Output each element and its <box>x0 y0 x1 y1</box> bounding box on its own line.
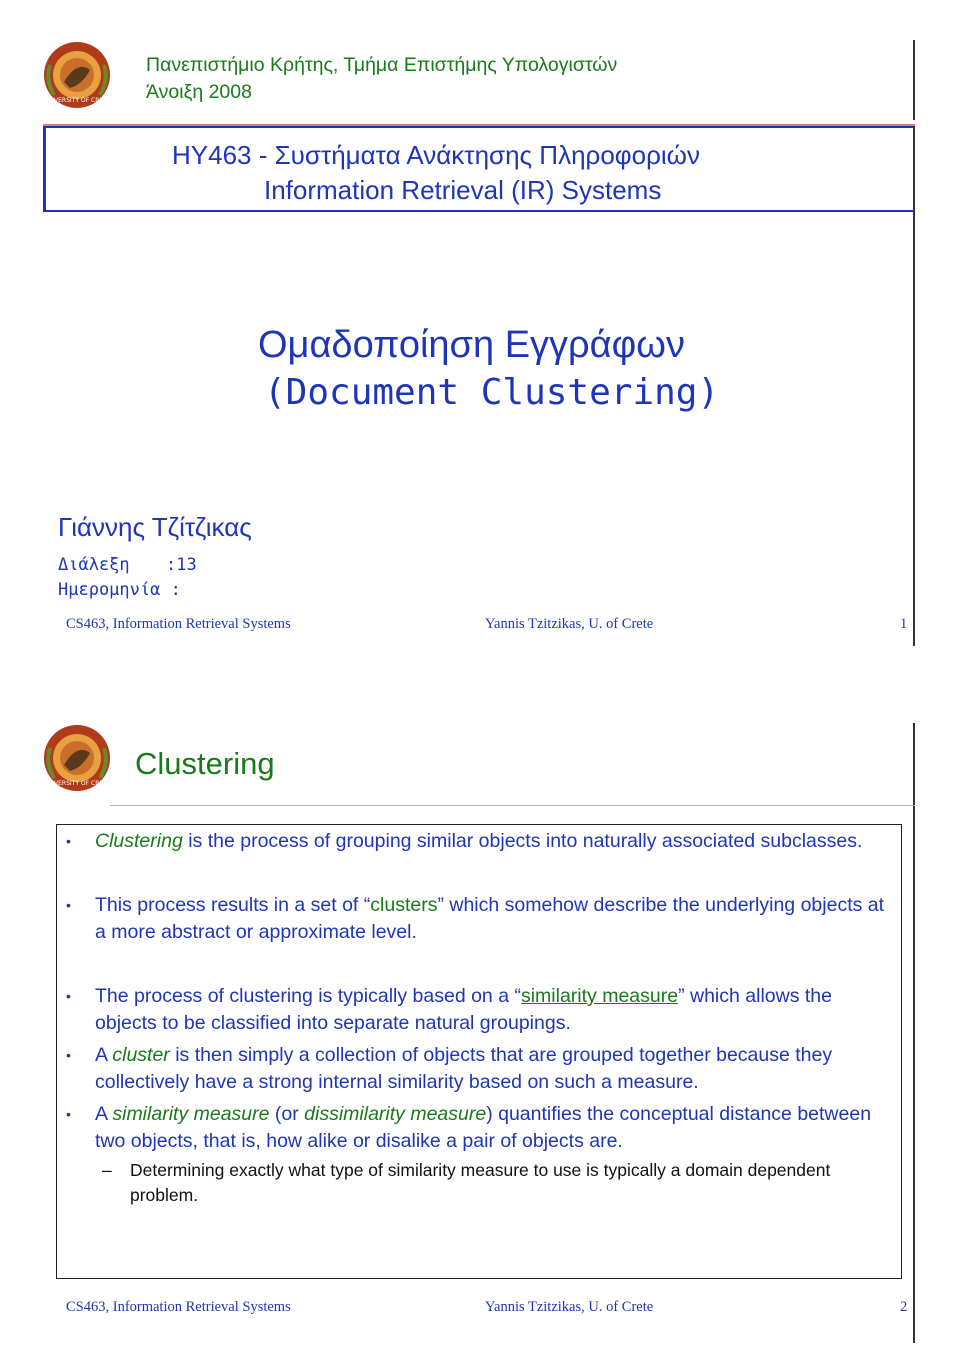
svg-text:UNIVERSITY OF CRETE: UNIVERSITY OF CRETE <box>43 97 111 104</box>
slide-1 <box>0 0 960 660</box>
divider <box>913 126 915 646</box>
lecture-label: Διάλεξη <box>58 555 130 575</box>
term: similarity measure <box>112 1103 270 1125</box>
lecture-subtitle: (Document Clustering) <box>264 372 720 413</box>
course-title: HY463 - Συστήματα Ανάκτησης Πληροφοριών <box>172 140 700 170</box>
bullet-list <box>64 828 894 1207</box>
term: clusters <box>370 894 438 916</box>
sub-list-item: – Determining exactly what type of similarity measure to use is typically a domain dependent problem. <box>102 1160 831 1205</box>
divider <box>913 40 915 120</box>
slide-title: Clustering <box>135 746 275 781</box>
semester-header: Άνοιξη 2008 <box>146 81 252 103</box>
list-item: • This process results in a set of “clusters” which somehow describe the underlying objects at a more abstract or approximate level. <box>66 894 885 943</box>
svg-text:UNIVERSITY OF CRETE: UNIVERSITY OF CRETE <box>43 780 111 787</box>
page-number: 2 <box>900 1299 908 1315</box>
list-item: • A similarity measure (or dissimilarity measure) quantifies the conceptual distance between two objects, that is, how alike or disalike a pair of objects are. <box>66 1103 872 1152</box>
university-logo-icon <box>42 723 112 793</box>
lecture-number: :13 <box>166 555 197 575</box>
term: similarity measure <box>520 985 679 1007</box>
list-item: • Clustering is the process of grouping similar objects into naturally associated subclasses. <box>66 830 863 852</box>
university-header: Πανεπιστήμιο Κρήτης, Τμήμα Επιστήμης Υπολογιστών <box>146 54 618 76</box>
footer-author: Yannis Tzitzikas, U. of Crete <box>485 616 654 632</box>
term: cluster <box>112 1044 170 1066</box>
date-label: Ημερομηνία : <box>58 580 181 600</box>
term: dissimilarity measure <box>304 1103 487 1125</box>
footer-course: CS463, Information Retrieval Systems <box>66 616 291 632</box>
course-subtitle: Information Retrieval (IR) Systems <box>264 175 662 205</box>
lecture-title: Ομαδοποίηση Εγγράφων <box>258 324 685 366</box>
list-item: • A cluster is then simply a collection of objects that are grouped together because they collectively have a strong internal similarity based on such a measure. <box>66 1044 833 1093</box>
university-logo-icon <box>42 40 112 110</box>
footer-author: Yannis Tzitzikas, U. of Crete <box>485 1299 654 1315</box>
term: Clustering <box>95 830 183 852</box>
author-name: Γιάννης Τζίτζικας <box>58 512 252 542</box>
footer-course: CS463, Information Retrieval Systems <box>66 1299 291 1315</box>
slide-2 <box>0 690 960 1350</box>
title-underline <box>110 805 915 806</box>
divider <box>913 723 915 1343</box>
page-number: 1 <box>900 616 908 632</box>
list-item: • The process of clustering is typically based on a “similarity measure” which allows the objects to be classified into separate natural groupings. <box>66 985 832 1034</box>
